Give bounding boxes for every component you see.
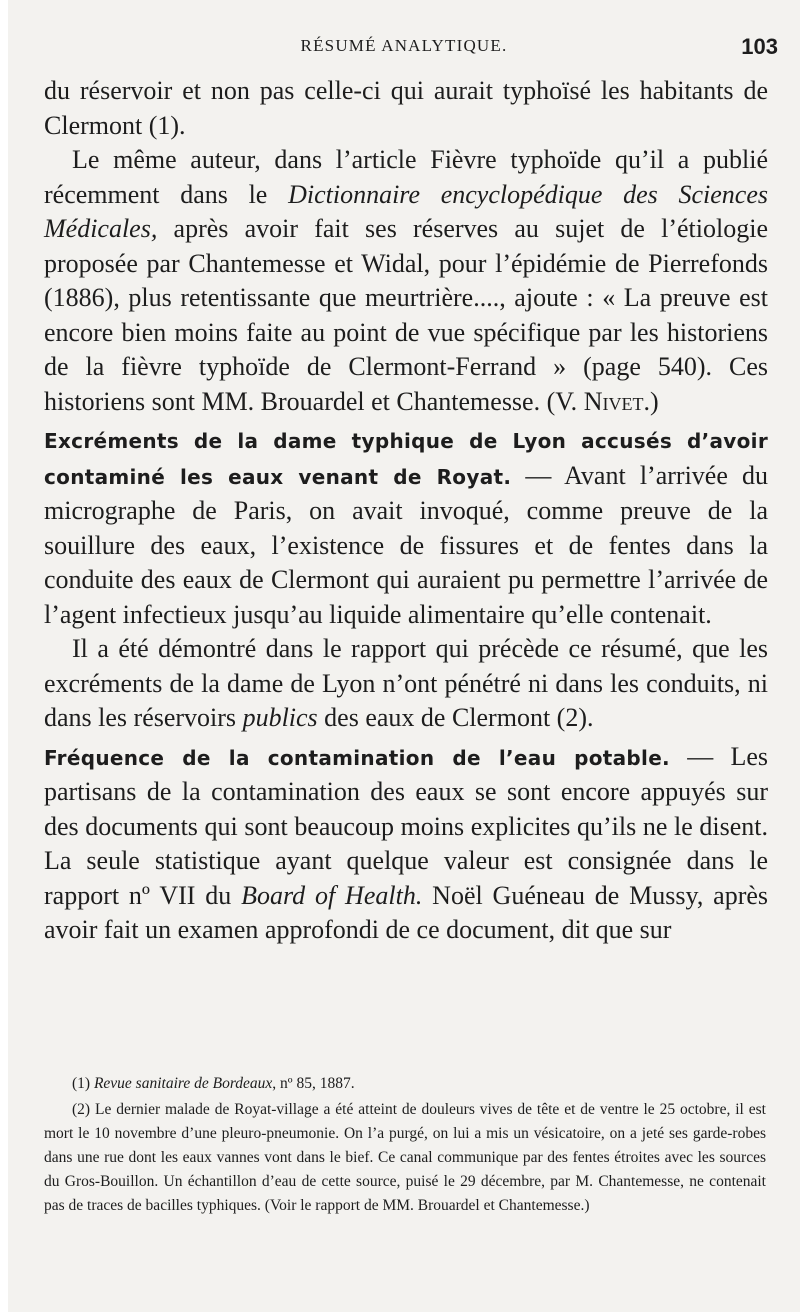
footnote-1	[44, 1072, 766, 1096]
paragraph-text: Noël Guéneau de Mussy, après avoir fait un examen approfondi de ce document, dit que sur	[44, 880, 769, 944]
section-heading: Fréquence de la contamination de l’eau potable.	[44, 745, 670, 770]
running-head	[8, 34, 800, 64]
paragraph-meme-auteur	[44, 143, 768, 419]
paragraph-continuation	[44, 74, 768, 143]
paragraph-text: des eaux de Clermont (2).	[317, 703, 594, 732]
work-title: Dictionnaire encyclopédique des Sciences Médicales,	[44, 179, 768, 243]
emphasis-text: publics	[242, 703, 318, 732]
author-name: Nivet	[583, 386, 644, 416]
footnote-marker: (1)	[72, 1075, 94, 1092]
paragraph-text: après avoir fait ses réserves au sujet de l’étiologie proposée par Chantemesse et Widal, pour l’épidémie de Pierrefonds (1886), plus retentissante que meurtrière...., ajoute : « La preuve est encore bien moins faite au point de vue spécifique par les historiens de la fièvre typhoïde de Clermont-Ferrand » (page 540). Ces historiens sont MM. Brouardel et Chantemesse. (V.	[44, 214, 768, 416]
footnotes	[44, 1072, 766, 1218]
paragraph-frequence	[44, 740, 768, 948]
paragraph-text: .)	[643, 386, 659, 416]
body-text	[44, 74, 768, 948]
section-heading: Excréments de la dame typhique de Lyon accusés d’avoir contaminé les eaux venant de Royat.	[44, 429, 768, 489]
footnote-2	[44, 1098, 766, 1218]
paragraph-text: Il a été démontré dans le rapport qui précède ce résumé, que les excréments de la dame de Lyon n’ont pénétré ni dans les conduits, ni dans les réservoirs	[44, 634, 768, 732]
paragraph-text: du réservoir et non pas celle-ci qui aurait typhoïsé les habitants de Clermont (1).	[44, 76, 768, 140]
page-number: 103	[741, 34, 778, 59]
paragraph-excrements	[44, 423, 768, 632]
paragraph-text: — Les partisans de la contamination des eaux se sont encore appuyés sur des documents qui sont beaucoup moins explicites qu’ils ne le disent. La seule statistique ayant quelque valeur est consignée dans le rapport nº VII du	[44, 741, 768, 910]
footnote-text: (2) Le dernier malade de Royat-village a été atteint de douleurs vives de tête et de ventre le 25 octobre, il est mort le 10 novembre d’une pleuro-pneumonie. On l’a purgé, on lui a mis un vésicatoire, on a jeté ses garde-robes dans une rue dont les eaux vannes vont dans le bief. Ce canal communique par des fentes étroites avec les sources du Gros-Bouillon. Un échantillon d’eau de cette source, puisé le 29 décembre, par M. Chantemesse, ne contenait pas de traces de bacilles typhiques. (Voir le rapport de MM. Brouardel et Chantemesse.)	[44, 1101, 766, 1214]
book-page	[8, 0, 800, 1312]
work-title: Board of Health.	[241, 880, 423, 910]
footnote-text: , nº 85, 1887.	[272, 1075, 355, 1092]
journal-title: Revue sanitaire de Bordeaux	[93, 1075, 273, 1092]
paragraph-text: Le même auteur, dans l’article Fièvre typhoïde qu’il a publié récemment dans le	[44, 145, 768, 209]
paragraph-demontre	[44, 632, 768, 736]
paragraph-text: — Avant l’arrivée du micrographe de Paris, on avait invoqué, comme preuve de la souillure des eaux, l’existence de fissures et de fentes dans la conduite des eaux de Clermont qui auraient pu permettre l’arrivée de l’agent infectieux jusqu’au liquide alimentaire qu’elle contenait.	[44, 460, 769, 629]
running-title: RÉSUMÉ ANALYTIQUE.	[300, 36, 508, 55]
